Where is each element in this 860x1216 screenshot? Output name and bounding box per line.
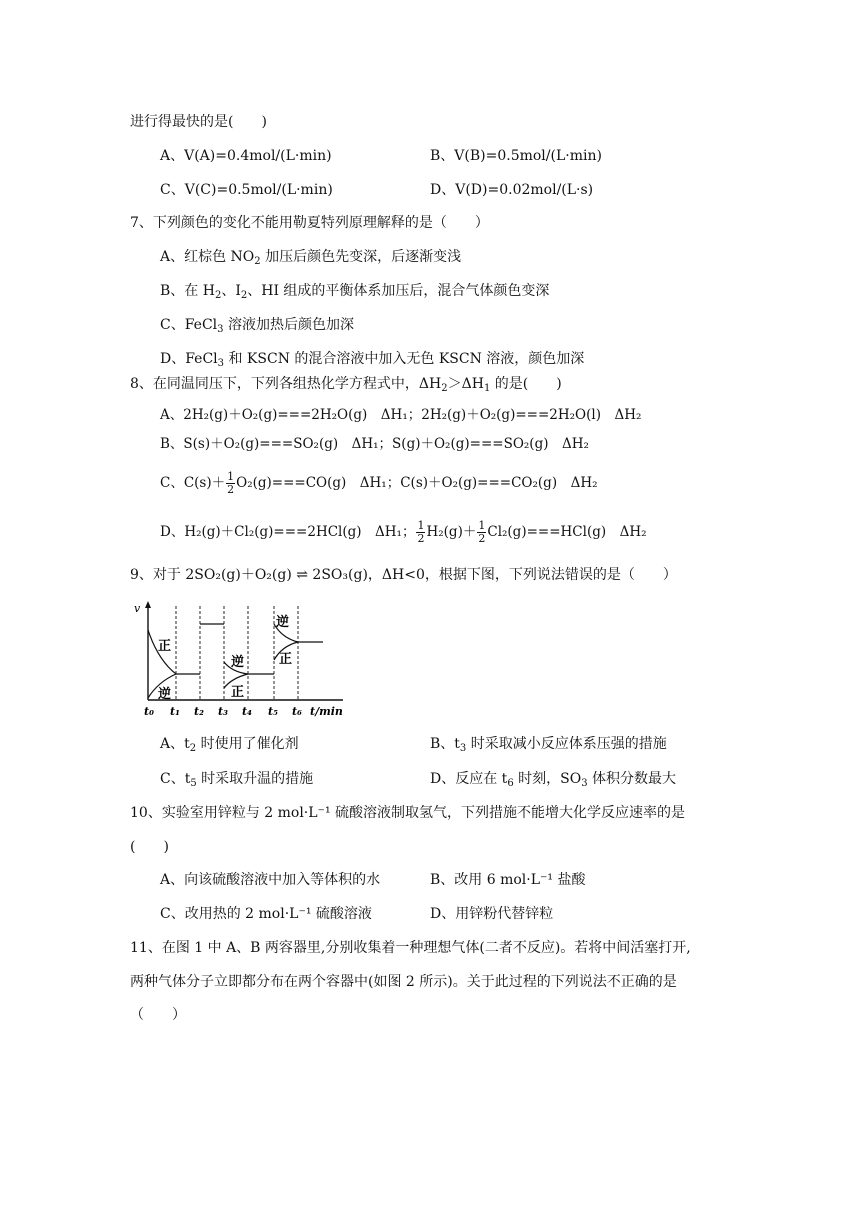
q8-option-a: A、2H₂(g)＋O₂(g)===2H₂O(g) ΔH₁；2H₂(g)＋O₂(g)===2H₂O(l) ΔH₂	[160, 407, 642, 423]
q8-option-d: D、H₂(g)＋Cl₂(g)===2HCl(g) ΔH₁； $\frac{1}{2}$ H₂(g)＋ $\frac{1}{2}$ Cl₂(g)===HCl(g) ΔH₂	[160, 519, 647, 545]
q6-option-d: D、V(D)=0.02mol/(L·s)	[430, 182, 594, 198]
q6-option-c: C、V(C)=0.5mol/(L·min)	[160, 182, 333, 198]
label-forward-1: 正	[158, 639, 172, 654]
fraction-half: $\frac{1}{2}$	[478, 519, 486, 545]
q9-option-a: A、$t_2$ 时使用了催化剂	[160, 736, 299, 754]
q8-option-b: B、S(s)＋O₂(g)===SO₂(g) ΔH₁；S(g)＋O₂(g)===SO₂(g) ΔH₂	[160, 436, 589, 452]
q9-option-d: D、反应在 $t_6$ 时刻，$SO_3$ 体积分数最大	[430, 771, 677, 789]
q10-option-b: B、改用 6 mol·L⁻¹ 盐酸	[430, 872, 586, 888]
q10-option-d: D、用锌粉代替锌粒	[430, 906, 554, 922]
tick-t4: t₄	[242, 705, 252, 718]
tick-t6: t₆	[292, 705, 302, 718]
q7-option-a: A、红棕色 $NO_2$ 加压后颜色先变深，后逐渐变浅	[160, 249, 462, 267]
q6-option-b: B、V(B)=0.5mol/(L·min)	[430, 148, 602, 164]
label-reverse-1: 逆	[158, 687, 172, 702]
fraction-half: $\frac{1}{2}$	[227, 470, 235, 496]
label-reverse-3: 逆	[276, 615, 290, 630]
q6-stem-tail: 进行得最快的是( )	[130, 114, 267, 130]
y-axis-label: v	[134, 602, 141, 615]
q9-option-b: B、$t_3$ 时采取减小反应体系压强的措施	[430, 736, 667, 754]
q7-option-d: D、FeCl$_3$ 和 KSCN 的混合溶液中加入无色 KSCN 溶液，颜色加深	[160, 351, 585, 369]
label-forward-3: 正	[279, 652, 293, 667]
q6-option-a: A、V(A)=0.4mol/(L·min)	[160, 148, 332, 164]
q10-option-a: A、向该硫酸溶液中加入等体积的水	[160, 872, 381, 888]
tick-t0: t₀	[144, 705, 154, 718]
label-forward-2: 正	[231, 685, 245, 700]
tick-t1: t₁	[170, 705, 180, 718]
label-reverse-2: 逆	[231, 655, 245, 670]
q7-stem: 7、下列颜色的变化不能用勒夏特列原理解释的是（ ）	[130, 215, 489, 231]
tick-t3: t₃	[218, 705, 228, 718]
q11-answer-paren: （ ）	[130, 1007, 186, 1023]
q8-stem: 8、在同温同压下，下列各组热化学方程式中，$\Delta H_2>\Delta H_1$ 的是( )	[130, 376, 562, 394]
y-axis-arrow	[145, 601, 151, 608]
rate-time-graph	[128, 600, 348, 720]
q10-option-c: C、改用热的 2 mol·L⁻¹ 硫酸溶液	[160, 906, 372, 922]
q11-stem-line2: 两种气体分子立即都分布在两个容器中(如图 2 所示)。关于此过程的下列说法不正确的是	[130, 974, 677, 990]
q9-stem: 9、对于 2SO₂(g)＋O₂(g) ⇌ 2SO₃(g)，ΔH<0，根据下图，下列说法错误的是（ ）	[130, 567, 677, 583]
q11-stem-line1: 11、在图 1 中 A、B 两容器里,分别收集着一种理想气体(二者不反应)。若将中间活塞打开,	[130, 940, 691, 956]
fraction-half: $\frac{1}{2}$	[417, 519, 425, 545]
tick-t2: t₂	[194, 705, 204, 718]
tick-t5: t₅	[268, 705, 278, 718]
q10-stem: 10、实验室用锌粒与 2 mol·L⁻¹ 硫酸溶液制取氢气，下列措施不能增大化学反应速率的是	[130, 805, 686, 821]
x-axis-label: t/min	[310, 705, 343, 718]
q8-option-c: C、C(s)＋ $\frac{1}{2}$ O₂(g)===CO(g) ΔH₁；C(s)＋O₂(g)===CO₂(g) ΔH₂	[160, 470, 598, 496]
q7-option-b: B、在 $H_2$、$I_2$、HI 组成的平衡体系加压后，混合气体颜色变深	[160, 283, 550, 301]
q7-option-c: C、FeCl$_3$ 溶液加热后颜色加深	[160, 317, 354, 335]
q10-answer-paren: ( )	[130, 839, 169, 855]
q9-option-c: C、$t_5$ 时采取升温的措施	[160, 771, 314, 789]
